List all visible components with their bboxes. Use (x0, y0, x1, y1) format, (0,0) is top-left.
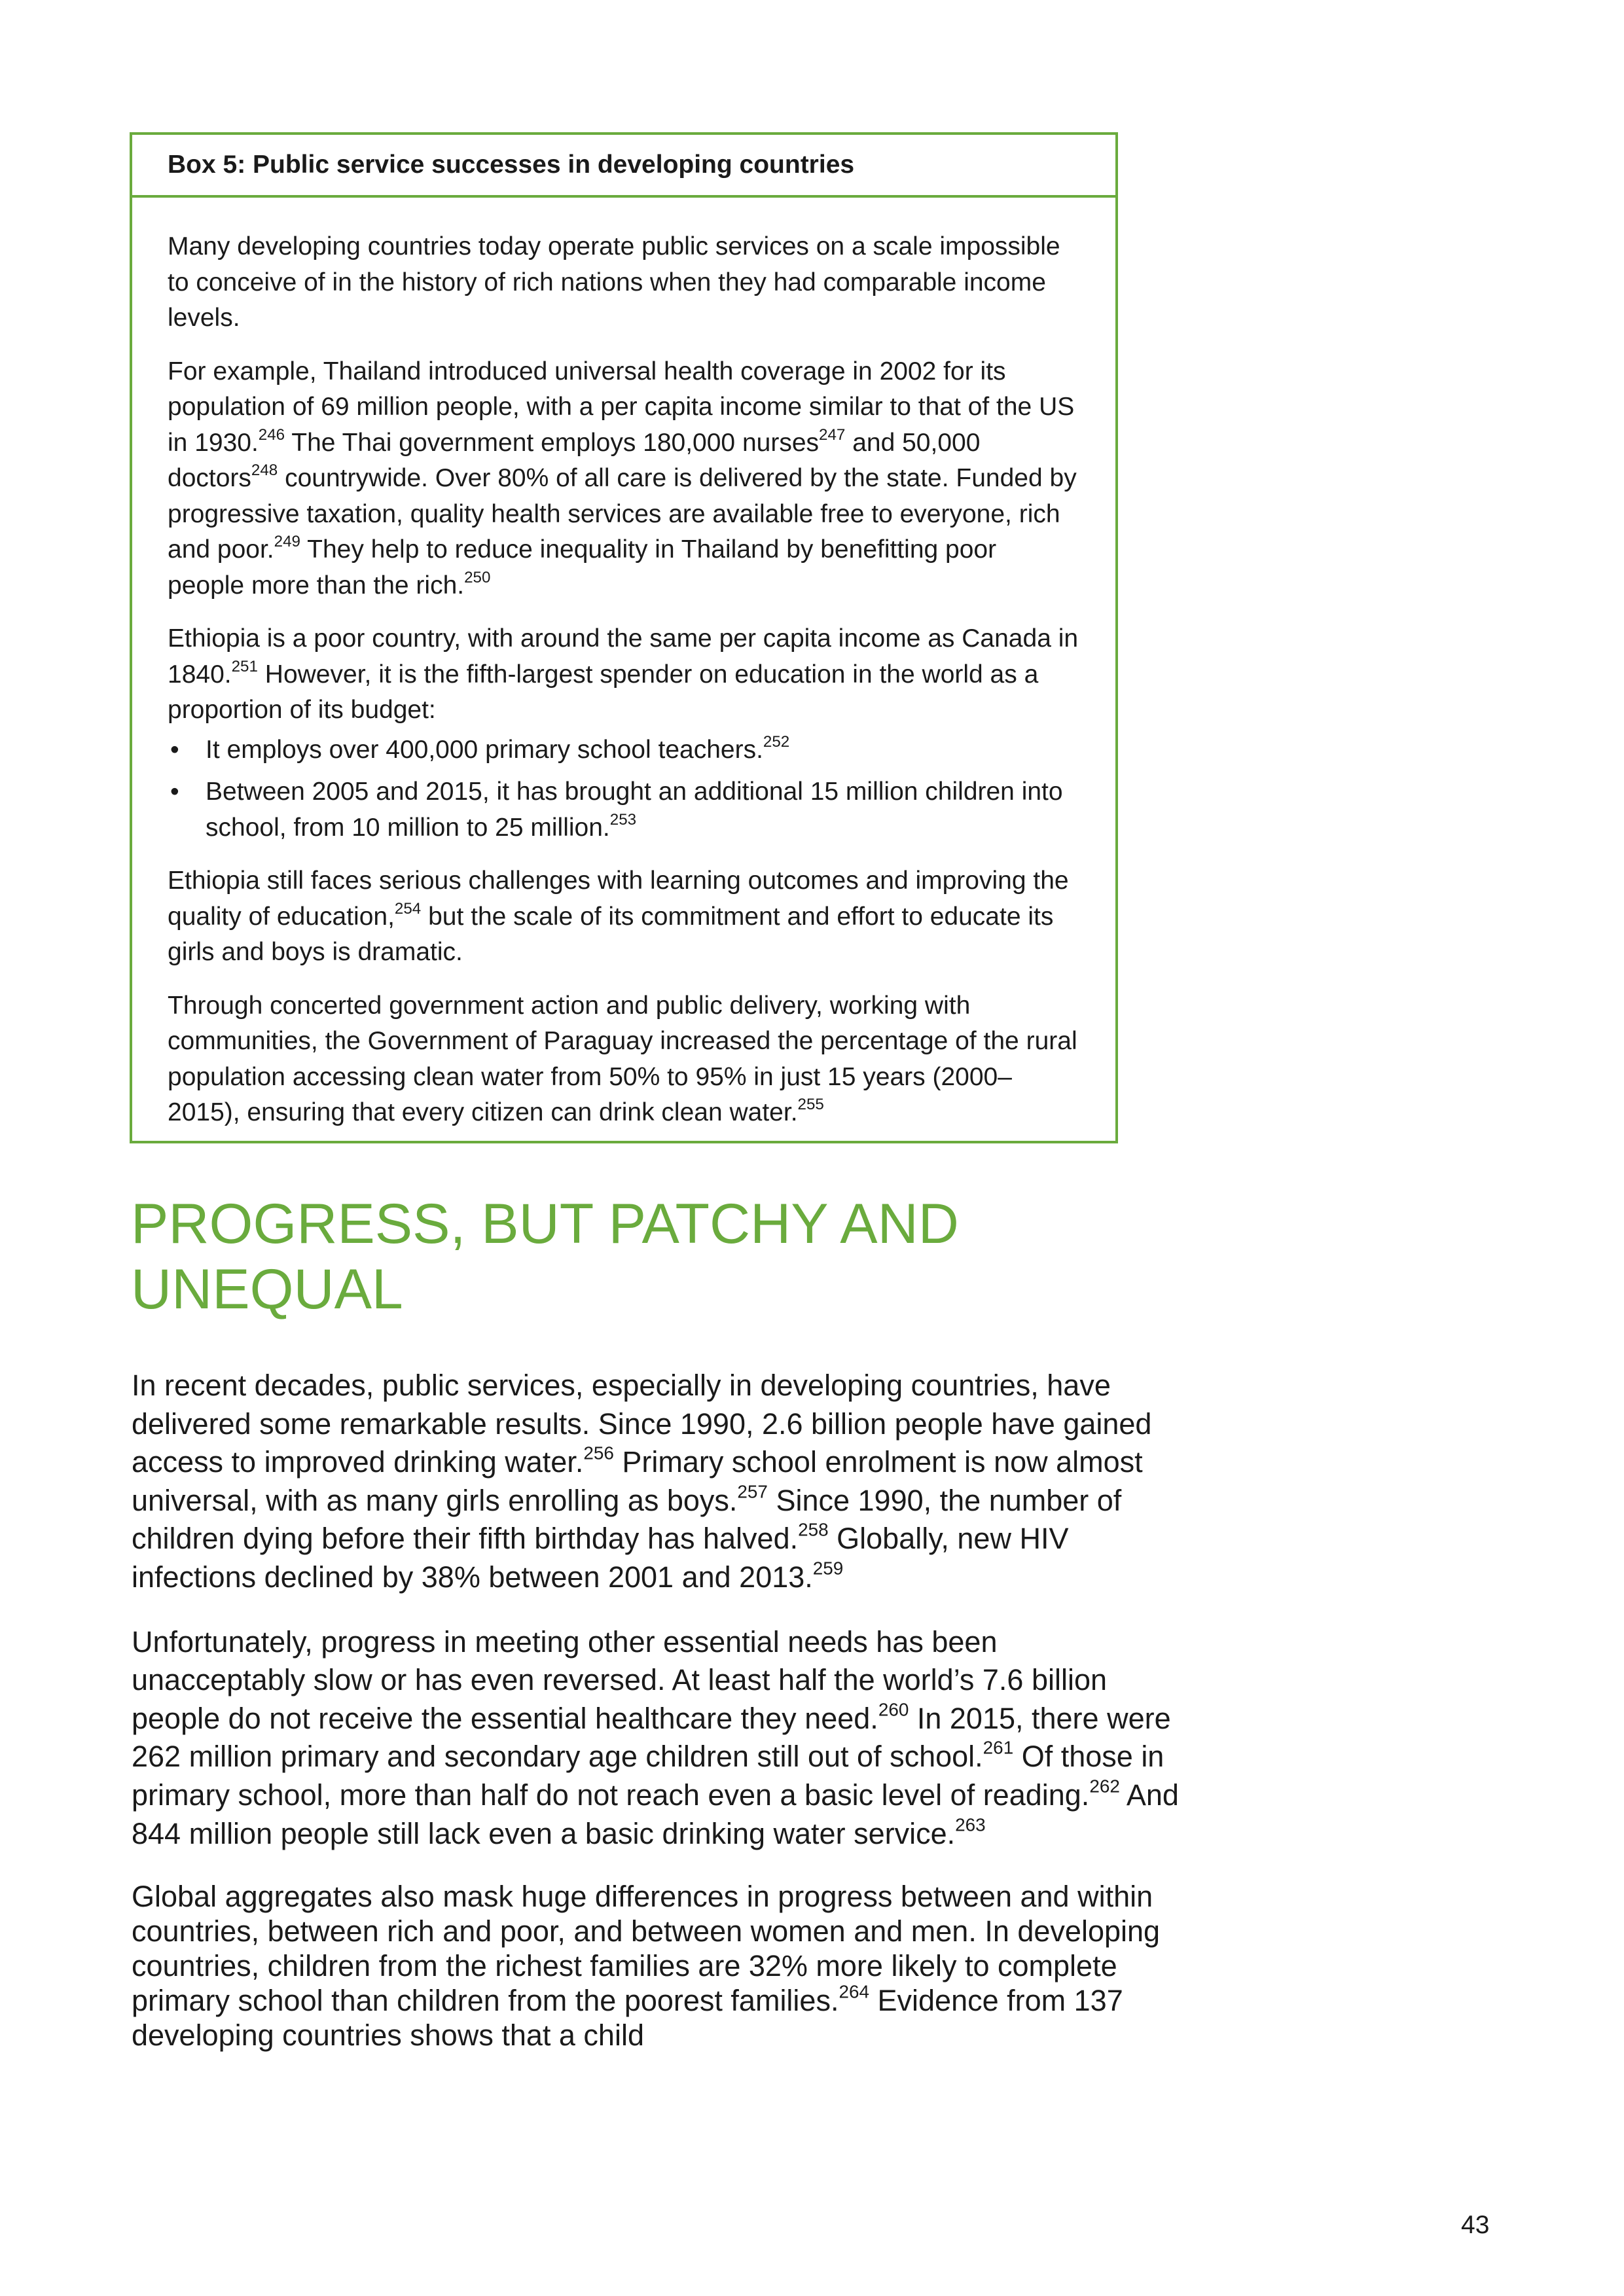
footnote-ref[interactable]: 248 (251, 461, 278, 480)
footnote-ref[interactable]: 258 (798, 1519, 829, 1540)
box-paragraph-5: Through concerted government action and public delivery, working with communities, the Government of Paraguay increased the percentage of the rural population accessing clean water from 50% to 95% in just 15 years (2000–2015), ensuring that every citizen can drink clean water.$^{255}$ (168, 991, 1077, 1126)
body-paragraph-3: Global aggregates also mask huge differences in progress between and within countries, between rich and poor, and between women and men. In developing countries, children from the richest families are 32% more likely to complete primary school than children from the poorest families.$^{264}$ Evidence from 137 developing countries shows that a child (132, 1880, 1161, 2053)
footnote-ref[interactable]: 256 (583, 1443, 614, 1463)
footnote-ref[interactable]: 259 (812, 1558, 844, 1579)
box-paragraph-4: Ethiopia still faces serious challenges with learning outcomes and improving the quality of education,$^{254}$ but the scale of its commitment and effort to educate its girls and boys is dramatic. (168, 867, 1069, 966)
footnote-ref[interactable]: 250 (464, 568, 491, 586)
footnote-ref[interactable]: 262 (1089, 1776, 1120, 1797)
footnote-ref[interactable]: 254 (394, 899, 422, 918)
footnote-ref[interactable]: 246 (258, 425, 285, 444)
box-paragraph-2: For example, Thailand introduced universal health coverage in 2002 for its population of 69 million people, with a per capita income similar to that of the US in 1930.$^{246}$ The Thai government employs 180,000 nurses$^{247}$ and 50,000 doctors$^{248}$ countrywide. Over 80% of all care is delivered by the state. Funded by progressive taxation, quality health services are available free to everyone, rich and poor.$^{249}$ They help to reduce inequality in Thailand by benefitting poor people more than the rich.$^{250}$ (168, 357, 1077, 600)
box-paragraph-1: Many developing countries today operate public services on a scale impossible to conceive of in the history of rich nations when they had comparable income levels. (168, 232, 1060, 332)
page-number: 43 (1461, 2211, 1490, 2239)
box-bullet-list (168, 732, 1080, 846)
case-study-box (130, 132, 1118, 1143)
list-item: • Between 2005 and 2015, it has brought an additional 15 million children into school, from 10 million to 25 million.$^{253}$ (168, 774, 1080, 846)
footnote-ref[interactable]: 255 (797, 1096, 824, 1114)
main-text (132, 1367, 1179, 2053)
footnote-ref[interactable]: 247 (819, 425, 846, 444)
box-paragraph-3: Ethiopia is a poor country, with around the same per capita income as Canada in 1840.$^{251}$ However, it is the fifth-largest spender on education in the world as a proportion of its budget: (168, 624, 1079, 724)
footnote-ref[interactable]: 249 (274, 533, 300, 551)
section-heading: PROGRESS, BUT PATCHY AND UNEQUAL (131, 1193, 959, 1321)
footnote-ref[interactable]: 253 (609, 810, 637, 829)
footnote-ref[interactable]: 263 (955, 1814, 986, 1835)
list-item: • It employs over 400,000 primary school teachers.$^{252}$ (168, 732, 1080, 768)
footnote-ref[interactable]: 264 (839, 1981, 870, 2002)
footnote-ref[interactable]: 257 (737, 1481, 768, 1502)
footnote-ref[interactable]: 260 (878, 1699, 909, 1720)
footnote-ref[interactable]: 251 (231, 657, 258, 675)
body-paragraph-1: In recent decades, public services, especially in developing countries, have delivered some remarkable results. Since 1990, 2.6 billion people have gained access to improved drinking water.$^{256}$ Primary school enrolment is now almost universal, with as many girls enrolling as boys.$^{257}$ Since 1990, the number of children dying before their fifth birthday has halved.$^{258}$ Globally, new HIV infections declined by 38% between 2001 and 2013.$^{259}$ (132, 1369, 1152, 1594)
box-body (132, 198, 1115, 1131)
footnote-ref[interactable]: 261 (983, 1737, 1014, 1758)
box-title: Box 5: Public service successes in developing countries (132, 135, 1115, 198)
footnote-ref[interactable]: 252 (763, 732, 790, 751)
body-paragraph-2: Unfortunately, progress in meeting other essential needs has been unacceptably slow or has even reversed. At least half the world’s 7.6 billion people do not receive the essential healthcare they need.$^{260}$ In 2015, there were 262 million primary and secondary age children still out of school.$^{261}$ Of those in primary school, more than half do not reach even a basic level of reading.$^{262}$ And 844 million people still lack even a basic drinking water service.$^{263}$ (132, 1624, 1179, 1850)
